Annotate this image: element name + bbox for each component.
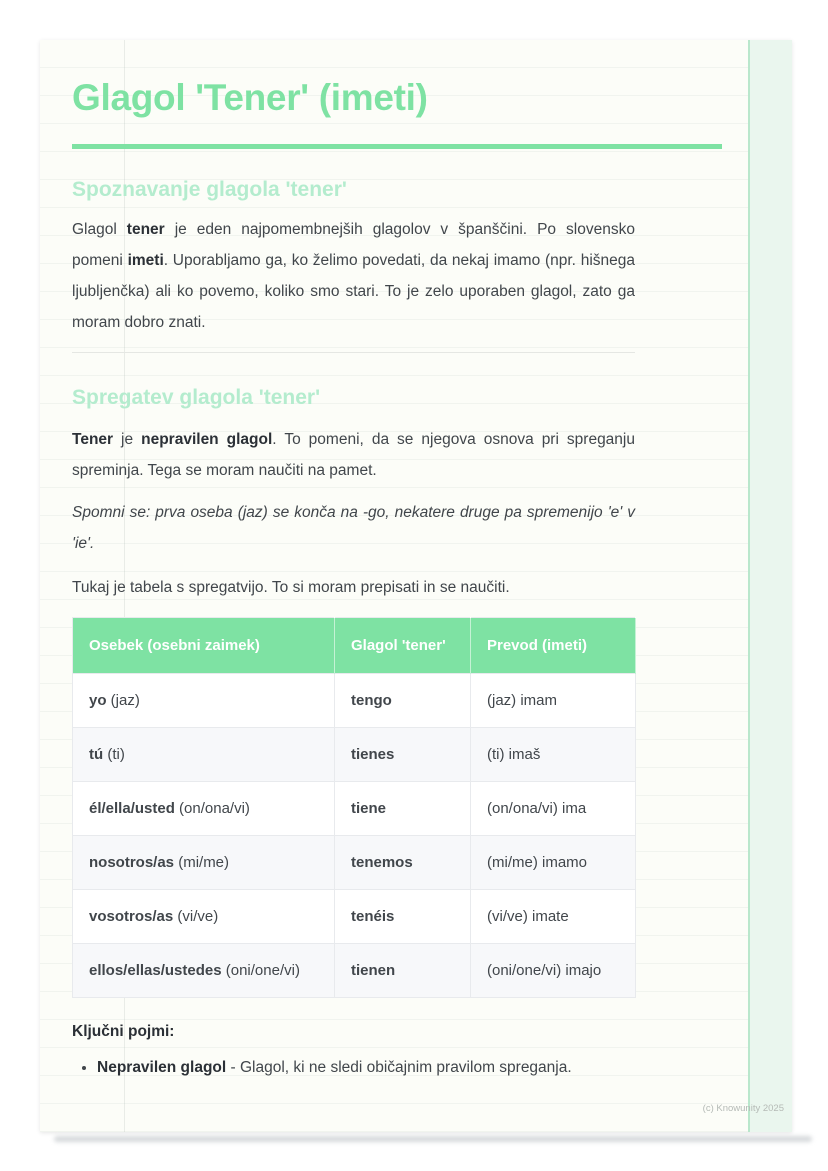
section-heading-intro: Spoznavanje glagola 'tener' [72, 178, 347, 201]
verb-form: tiene [351, 800, 387, 817]
key-terms-list [72, 1058, 635, 1078]
reminder-note-italic: Spomni se: prva oseba (jaz) se konča na -go, nekatere druge pa spremenijo 'e' v 'ie'. [72, 504, 635, 552]
table-row [73, 728, 636, 782]
key-terms-label: Ključni pojmi: [72, 1023, 175, 1040]
pronoun: nosotros/as [89, 854, 175, 871]
bold-term-tener: tener [126, 221, 165, 238]
translation-cell: (mi/me) imamo [471, 836, 636, 890]
verb-form: tenéis [351, 908, 395, 925]
table-header-pronoun: Osebek (osebni zaimek) [73, 618, 335, 674]
verb-cell [335, 890, 471, 944]
key-term-definition: - Glagol, ki ne sledi običajnim pravilom spreganja. [226, 1059, 572, 1076]
verb-form: tenemos [351, 854, 413, 871]
pronoun-note: (jaz) [106, 692, 140, 709]
text-segment: je [113, 431, 142, 448]
page-title: Glagol 'Tener' (imeti) [72, 77, 428, 118]
verb-cell [335, 836, 471, 890]
title-underline-rule [72, 144, 722, 149]
document-page [40, 40, 792, 1132]
copyright-credit: (c) Knowunity 2025 [702, 1103, 784, 1114]
table-row [73, 674, 636, 728]
table-row [73, 782, 636, 836]
pronoun-cell [73, 728, 335, 782]
pronoun-note: (oni/one/vi) [221, 962, 300, 979]
table-header-row [73, 618, 636, 674]
verb-cell [335, 782, 471, 836]
conjugation-paragraph [72, 424, 635, 486]
bold-term-imeti: imeti [127, 252, 164, 269]
table-header-translation: Prevod (imeti) [471, 618, 636, 674]
table-row [73, 890, 636, 944]
next-page-top-edge [54, 1136, 812, 1142]
table-row [73, 836, 636, 890]
text-segment: je eden najpomembnejših glagolov v španščini. Po slovensko pomeni [72, 221, 635, 269]
pronoun-note: (vi/ve) [173, 908, 219, 925]
translation-cell: (on/ona/vi) ima [471, 782, 636, 836]
intro-paragraph [72, 214, 635, 338]
pronoun-cell [73, 944, 335, 998]
pronoun-cell [73, 836, 335, 890]
bold-term-tener: Tener [72, 431, 114, 448]
translation-cell: (oni/one/vi) imajo [471, 944, 636, 998]
list-item [97, 1058, 635, 1078]
pronoun-cell [73, 782, 335, 836]
text-segment: Glagol [72, 221, 127, 238]
verb-cell [335, 728, 471, 782]
notebook-side-strip [748, 40, 792, 1132]
key-term: Nepravilen glagol [97, 1059, 227, 1076]
table-row [73, 944, 636, 998]
bold-term-irregular-verb: nepravilen glagol [141, 431, 273, 448]
pronoun: ellos/ellas/ustedes [89, 962, 222, 979]
translation-cell: (jaz) imam [471, 674, 636, 728]
pronoun: él/ella/usted [89, 800, 175, 817]
translation-cell: (vi/ve) imate [471, 890, 636, 944]
pronoun-note: (ti) [103, 746, 125, 763]
pronoun: vosotros/as [89, 908, 174, 925]
verb-cell [335, 674, 471, 728]
translation-cell: (ti) imaš [471, 728, 636, 782]
section-divider [72, 352, 635, 353]
pronoun-cell [73, 674, 335, 728]
section-heading-conjugation: Spregatev glagola 'tener' [72, 386, 321, 409]
verb-cell [335, 944, 471, 998]
pronoun-note: (on/ona/vi) [174, 800, 250, 817]
verb-form: tienen [351, 962, 396, 979]
pronoun-cell [73, 890, 335, 944]
pronoun-note: (mi/me) [174, 854, 230, 871]
table-intro-paragraph: Tukaj je tabela s spregatvijo. To si moram prepisati in se naučiti. [72, 579, 510, 596]
text-segment: . Uporabljamo ga, ko želimo povedati, da nekaj imamo (npr. hišnega ljubljenčka) ali ko povemo, koliko smo stari. To je zelo uporaben glagol, zato ga moram dobro znati. [72, 252, 635, 331]
conjugation-table [72, 617, 636, 998]
table-header-verb: Glagol 'tener' [335, 618, 471, 674]
pronoun: tú [89, 746, 104, 763]
verb-form: tienes [351, 746, 395, 763]
verb-form: tengo [351, 692, 392, 709]
pronoun: yo [89, 692, 107, 709]
page-content [72, 40, 635, 1078]
text-segment: . To pomeni, da se njegova osnova pri spreganju spreminja. Tega se moram naučiti na pamet. [72, 431, 635, 479]
